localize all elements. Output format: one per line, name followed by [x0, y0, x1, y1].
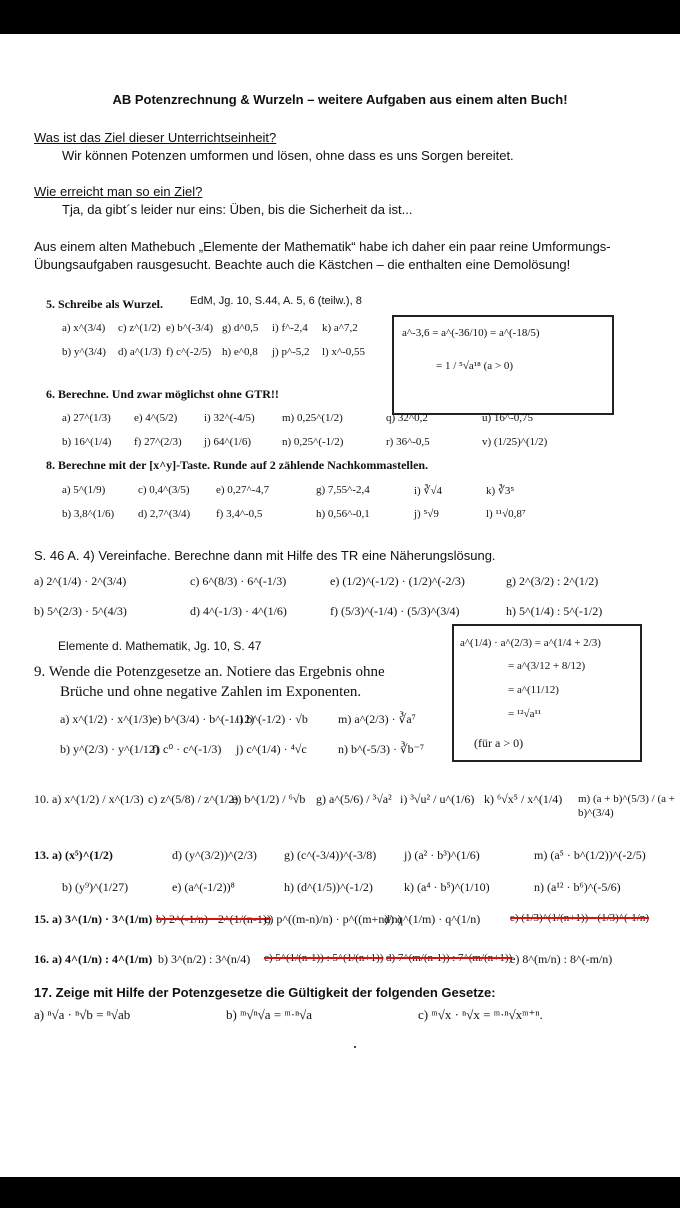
task-6-v: v) (1/25)^(1/2)	[482, 436, 548, 448]
document-page	[0, 34, 680, 1177]
task-16-b: b) 3^(n/2) : 3^(n/4)	[158, 952, 251, 966]
task-8-l: l) ¹¹√0,8⁷	[486, 508, 526, 520]
demo2-line-1: a^(1/4) · a^(2/3) = a^(1/4 + 2/3)	[460, 637, 601, 649]
task-16-d-crossed: d) 7^(m/(n-1)) : 7^(m/(n+1))	[386, 952, 513, 964]
task-8-f: f) 3,4^-0,5	[216, 508, 263, 520]
task-5-f: f) c^(-2/5)	[166, 346, 212, 358]
task-16-c-crossed: c) 5^(1/(n-1)) : 5^(1/(n+1))	[264, 952, 384, 964]
s46-a: a) 2^(1/4) · 2^(3/4)	[34, 574, 127, 588]
task-6-n: n) 0,25^(-1/2)	[282, 436, 344, 448]
task-16-e: e) 8^(m/n) : 8^(-m/n)	[510, 952, 613, 966]
task-5-l: l) x^-0,55	[322, 346, 366, 358]
task-13-k: k) (a⁴ · b⁵)^(1/10)	[404, 880, 490, 894]
task-9-i: i) b^(-1/2) · √b	[236, 712, 308, 726]
task-5-k: k) a^7,2	[322, 322, 358, 334]
task-8-g: g) 7,55^-2,4	[316, 484, 370, 496]
task-13-h: h) (d^(1/5))^(-1/2)	[284, 880, 373, 894]
task-5-c: c) z^(1/2)	[118, 322, 161, 334]
task-6-u: u) 16^-0,75	[482, 412, 533, 424]
demo2-line-2: = a^(3/12 + 8/12)	[508, 660, 586, 672]
task-9-j: j) c^(1/4) · ⁴√c	[236, 742, 307, 756]
task-6-m: m) 0,25^(1/2)	[282, 412, 343, 424]
task-8-heading: 8. Berechne mit der [x^y]-Taste. Runde auf 2 zählende Nachkommastellen.	[46, 458, 429, 472]
task-13-e: e) (a^(-1/2))⁸	[172, 880, 235, 894]
task-10-k: k) ⁶√x⁵ / x^(1/4)	[484, 792, 563, 806]
task-13-j: j) (a² · b³)^(1/6)	[404, 848, 480, 862]
task-5-g: g) d^0,5	[222, 322, 259, 334]
task-5-h: h) e^0,8	[222, 346, 258, 358]
goal-answer: Wir können Potenzen umformen und lösen, ohne dass es uns Sorgen bereitet.	[62, 148, 514, 163]
block1-source: EdM, Jg. 10, S.44, A. 5, 6 (teilw.), 8	[190, 295, 362, 307]
task-15-c: c) p^((m-n)/n) · p^((m+n)/n)	[264, 912, 402, 926]
task-15-b-crossed: b) 2^(-1/n) · 2^(1/(n-1))	[156, 912, 271, 926]
s46-f: f) (5/3)^(-1/4) · (5/3)^(3/4)	[330, 604, 460, 618]
task-6-b: b) 16^(1/4)	[62, 436, 112, 448]
task-13-d: d) (y^(3/2))^(2/3)	[172, 848, 257, 862]
task-10-g: g) a^(5/6) / ³√a²	[316, 792, 392, 806]
s46-g: g) 2^(3/2) : 2^(1/2)	[506, 574, 599, 588]
task-9-n: n) b^(-5/3) · ∛b⁻⁷	[338, 742, 425, 756]
task-9-e: e) b^(3/4) · b^(-1/12)	[152, 712, 255, 726]
task-10-a: 10. a) x^(1/2) / x^(1/3)	[34, 792, 144, 806]
intro-line-1: Aus einem alten Mathebuch „Elemente der Mathematik“ habe ich daher ein paar reine Umformungs-	[34, 239, 611, 254]
how-answer: Tja, da gibt´s leider nur eins: Üben, bis die Sicherheit da ist...	[62, 202, 413, 217]
task-6-r: r) 36^-0,5	[386, 436, 430, 448]
task-10-m: m) (a + b)^(5/3) / (a + b)^(3/4)	[578, 793, 675, 819]
demo1-line-2: = 1 / ⁵√a¹⁸ (a > 0)	[436, 360, 514, 372]
how-question: Wie erreicht man so ein Ziel?	[34, 184, 203, 199]
task-5-d: d) a^(1/3)	[118, 346, 162, 358]
task-5-heading: 5. Schreibe als Wurzel.	[46, 297, 163, 311]
task-15-e-crossed: e) (1/3)^(1/(n+1)) · (1/3)^(-1/n)	[510, 912, 650, 924]
task-17-a: a) ⁿ√a · ⁿ√b = ⁿ√ab	[34, 1007, 131, 1022]
task-13-b: b) (y⁹)^(1/27)	[62, 880, 129, 894]
task-9-line-1: 9. Wende die Potenzgesetze an. Notiere das Ergebnis ohne	[34, 664, 385, 680]
block3-source: Elemente d. Mathematik, Jg. 10, S. 47	[58, 639, 262, 653]
task-5-i: i) f^-2,4	[272, 322, 308, 334]
s46-b: b) 5^(2/3) · 5^(4/3)	[34, 604, 127, 618]
page-title: AB Potenzrechnung & Wurzeln – weitere Aufgaben aus einem alten Buch!	[112, 92, 568, 107]
task-8-a: a) 5^(1/9)	[62, 484, 106, 496]
task-9-f: f) c⁰ · c^(-1/3)	[152, 742, 222, 756]
task-6-j: j) 64^(1/6)	[204, 436, 252, 448]
task-5-a: a) x^(3/4)	[62, 322, 106, 334]
task-6-f: f) 27^(2/3)	[134, 436, 182, 448]
task-13-g: g) (c^(-3/4))^(-3/8)	[284, 848, 377, 862]
task-6-e: e) 4^(5/2)	[134, 412, 178, 424]
goal-question: Was ist das Ziel dieser Unterrichtseinheit?	[34, 130, 277, 145]
task-8-b: b) 3,8^(1/6)	[62, 508, 115, 520]
scan-speck	[354, 1046, 356, 1048]
block2-heading: S. 46 A. 4) Vereinfache. Berechne dann mit Hilfe des TR eine Näherungslösung.	[34, 548, 496, 563]
demo2-line-4: = ¹²√a¹¹	[508, 708, 542, 720]
demo1-line-1: a^-3,6 = a^(-36/10) = a^(-18/5)	[402, 327, 540, 339]
task-9-line-2: Brüche und ohne negative Zahlen im Exponenten.	[60, 684, 362, 700]
task-16-a: 16. a) 4^(1/n) : 4^(1/m)	[34, 952, 153, 966]
intro-line-2: Übungsaufgaben rausgesucht. Beachte auch die Kästchen – die enthalten eine Demolösung!	[34, 257, 571, 272]
task-13-m: m) (a⁵ · b^(1/2))^(-2/5)	[534, 848, 646, 862]
task-13-n: n) (a¹² · b⁶)^(-5/6)	[534, 880, 621, 894]
task-15-a: 15. a) 3^(1/n) · 3^(1/m)	[34, 912, 153, 926]
task-17-b: b) ᵐ√ⁿ√a = ᵐ·ⁿ√a	[226, 1007, 313, 1022]
task-9-a: a) x^(1/2) · x^(1/3)	[60, 712, 153, 726]
task-17-c: c) ᵐ√x · ⁿ√x = ᵐ·ⁿ√xᵐ⁺ⁿ.	[418, 1007, 543, 1022]
task-6-i: i) 32^(-4/5)	[204, 412, 255, 424]
task-6-heading: 6. Berechne. Und zwar möglichst ohne GTR!!	[46, 387, 279, 401]
s46-d: d) 4^(-1/3) · 4^(1/6)	[190, 604, 287, 618]
task-6-q: q) 32^0,2	[386, 412, 428, 424]
s46-e: e) (1/2)^(-1/2) · (1/2)^(-2/3)	[330, 574, 465, 588]
task-17-heading: 17. Zeige mit Hilfe der Potenzgesetze die Gültigkeit der folgenden Gesetze:	[34, 985, 496, 1000]
task-15-d: d) q^(1/m) · q^(1/n)	[384, 912, 481, 926]
s46-h: h) 5^(1/4) : 5^(-1/2)	[506, 604, 603, 618]
task-9-b: b) y^(2/3) · y^(1/12)	[60, 742, 159, 756]
task-8-h: h) 0,56^-0,1	[316, 508, 370, 520]
task-8-d: d) 2,7^(3/4)	[138, 508, 191, 520]
task-9-m: m) a^(2/3) · ∛a⁷	[338, 712, 416, 726]
task-5-b: b) y^(3/4)	[62, 346, 106, 358]
task-13-a: 13. a) (x⁵)^(1/2)	[34, 848, 113, 862]
s46-c: c) 6^(8/3) · 6^(-1/3)	[190, 574, 287, 588]
task-5-e: e) b^(-3/4)	[166, 322, 214, 334]
task-8-j: j) ⁵√9	[414, 508, 439, 520]
task-10-e: e) b^(1/2) / ⁶√b	[232, 792, 306, 806]
task-8-c: c) 0,4^(3/5)	[138, 484, 190, 496]
task-10-c: c) z^(5/8) / z^(1/2)	[148, 792, 239, 806]
demo2-condition: (für a > 0)	[474, 736, 524, 750]
task-6-a: a) 27^(1/3)	[62, 412, 111, 424]
task-10-i: i) ³√u² / u^(1/6)	[400, 792, 475, 806]
task-5-j: j) p^-5,2	[272, 346, 310, 358]
task-8-k: k) ∛3⁵	[486, 485, 515, 497]
task-8-e: e) 0,27^-4,7	[216, 484, 270, 496]
demo2-line-3: = a^(11/12)	[508, 684, 559, 696]
task-8-i: i) ∛√4	[414, 485, 443, 497]
